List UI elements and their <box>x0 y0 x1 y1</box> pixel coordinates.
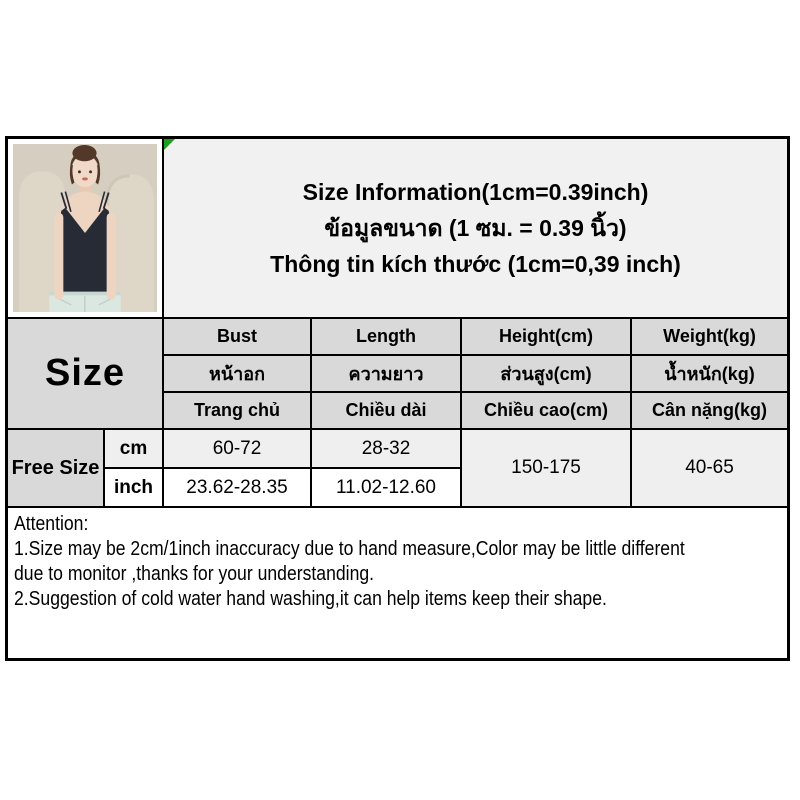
col-header-height-en: Height(cm) <box>462 319 630 354</box>
cell-weight-range: 40-65 <box>632 430 787 506</box>
product-photo <box>13 144 157 312</box>
model-arm-right <box>107 213 116 300</box>
cell-bust-inch: 23.62-28.35 <box>164 469 310 506</box>
attention-line-3: 2.Suggestion of cold water hand washing,it can help items keep their shape. <box>14 588 607 610</box>
col-header-length-vi: Chiều dài <box>312 393 460 428</box>
col-header-bust-th: หน้าอก <box>164 356 310 391</box>
attention-line-2: due to monitor ,thanks for your understanding. <box>14 563 375 585</box>
unit-label-cm: cm <box>105 430 162 467</box>
row-label-free-size: Free Size <box>8 430 103 506</box>
attention-section <box>8 508 787 658</box>
col-header-length-th: ความยาว <box>312 356 460 391</box>
size-info-title-vi: Thông tin kích thước (1cm=0,39 inch) <box>270 251 681 277</box>
model-arm-left <box>54 213 63 300</box>
cell-length-cm: 28-32 <box>312 430 460 467</box>
size-information-header-cell <box>164 139 787 317</box>
col-header-length-en: Length <box>312 319 460 354</box>
unit-label-inch: inch <box>105 469 162 506</box>
attention-heading: Attention: <box>14 513 89 535</box>
cell-height-range: 150-175 <box>462 430 630 506</box>
col-header-bust-vi: Trang chủ <box>164 393 310 428</box>
attention-line-1: 1.Size may be 2cm/1inch inaccuracy due to hand measure,Color may be little different <box>14 538 685 560</box>
col-header-bust-en: Bust <box>164 319 310 354</box>
col-header-weight-vi: Cân nặng(kg) <box>632 393 787 428</box>
jeans-fly-seam <box>84 296 86 312</box>
col-header-weight-th: น้ำหนัก(kg) <box>632 356 787 391</box>
model-eye-left <box>78 170 81 173</box>
product-photo-cell <box>8 139 162 317</box>
size-chart-table <box>5 136 790 661</box>
model-eye-right <box>89 170 92 173</box>
size-info-title-th: ข้อมูลขนาด (1 ซม. = 0.39 นิ้ว) <box>324 215 627 241</box>
col-header-weight-en: Weight(kg) <box>632 319 787 354</box>
col-header-height-th: ส่วนสูง(cm) <box>462 356 630 391</box>
col-header-height-vi: Chiều cao(cm) <box>462 393 630 428</box>
cell-length-inch: 11.02-12.60 <box>312 469 460 506</box>
green-corner-marker-icon <box>164 139 175 150</box>
cell-bust-cm: 60-72 <box>164 430 310 467</box>
size-corner-label: Size <box>8 319 162 428</box>
model-lips <box>82 177 88 180</box>
size-info-title-en: Size Information(1cm=0.39inch) <box>302 179 649 205</box>
